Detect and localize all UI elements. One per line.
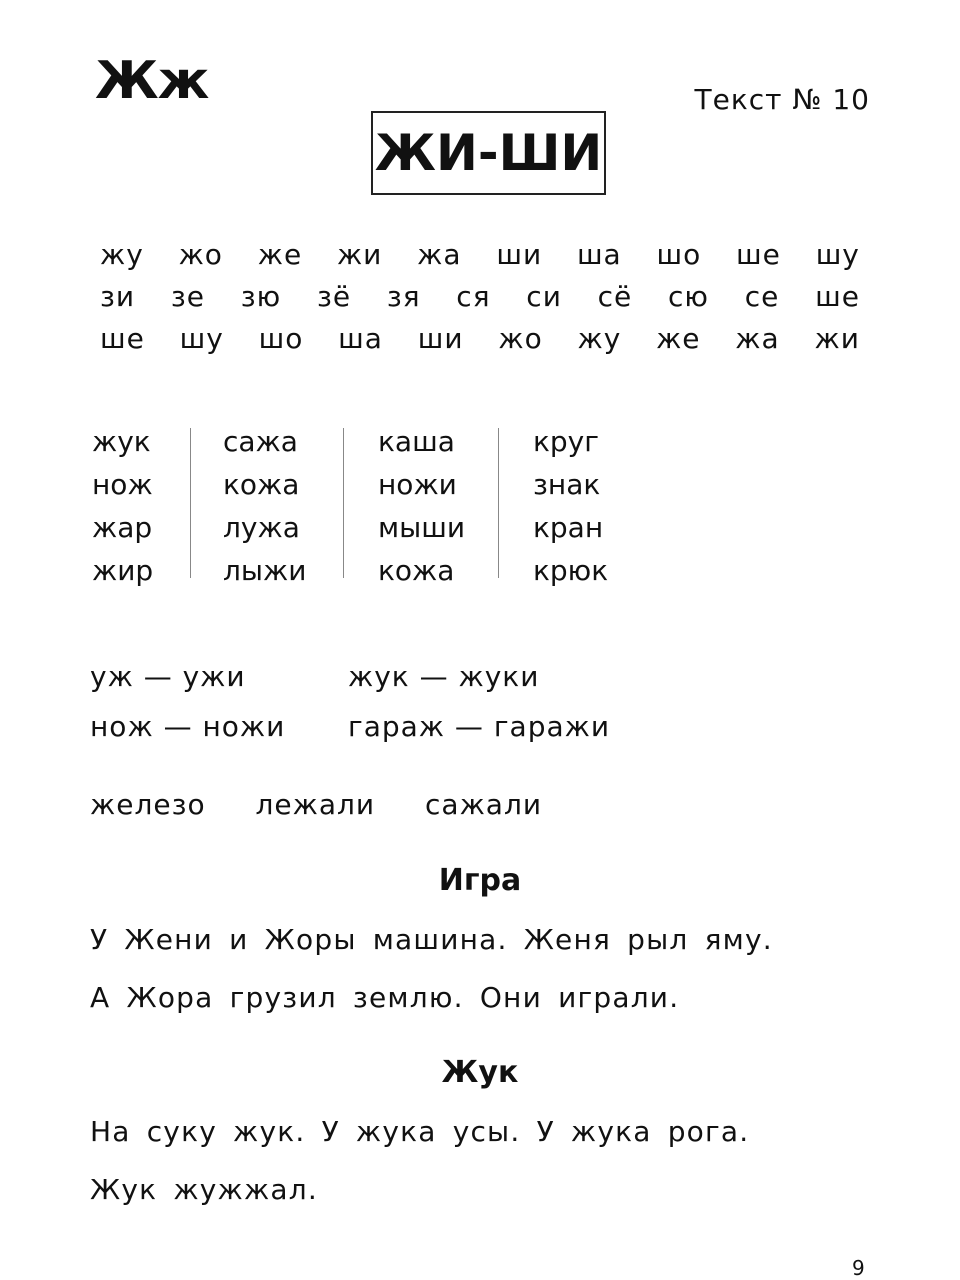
syllable: же [656, 322, 701, 355]
word: сажа [223, 425, 298, 458]
word-pair: жук — жуки [348, 660, 540, 693]
word-column [499, 420, 663, 590]
syllable: жа [417, 238, 462, 271]
syllable: зи [100, 280, 136, 313]
word: сажали [425, 788, 543, 821]
syllable: зя [386, 280, 421, 313]
page-number: 9 [852, 1256, 865, 1280]
word-columns [92, 420, 663, 590]
word: кран [533, 511, 604, 544]
word-column [191, 420, 343, 590]
word: каша [378, 425, 455, 458]
pair-row [90, 652, 610, 702]
syllable: ша [576, 238, 622, 271]
syllable: сё [597, 280, 633, 313]
syllable-row [100, 234, 860, 276]
syllable: жа [735, 322, 780, 355]
syllable-table [100, 234, 860, 360]
syllable: же [257, 238, 303, 271]
word: круг [533, 425, 599, 458]
word-column [344, 420, 498, 590]
syllable: ша [338, 322, 383, 355]
word-pair: гараж — гаражи [348, 710, 611, 743]
story-line: Жук жужжал. [90, 1173, 318, 1206]
story-title: Жук [441, 1055, 519, 1090]
syllable-row [100, 276, 860, 318]
syllable: ше [815, 280, 860, 313]
syllable-row [100, 318, 860, 360]
syllable: ше [100, 322, 145, 355]
word: нож [92, 468, 153, 501]
word: кожа [223, 468, 300, 501]
topic-box [371, 111, 606, 195]
word: ножи [378, 468, 457, 501]
word-pair: уж — ужи [90, 660, 246, 693]
syllable: ся [456, 280, 491, 313]
word-column [92, 420, 190, 590]
word: лежали [255, 788, 376, 821]
word: жук [92, 425, 151, 458]
syllable: сю [668, 280, 709, 313]
syllable: ши [417, 322, 464, 355]
word: мыши [378, 511, 466, 544]
syllable: шо [258, 322, 304, 355]
word: кожа [378, 554, 455, 587]
word: железо [90, 788, 206, 821]
word: лужа [223, 511, 300, 544]
syllable: зё [316, 280, 352, 313]
story-line: На суку жук. У жука усы. У жука рога. [90, 1115, 750, 1148]
syllable: жи [814, 322, 860, 355]
syllable: жи [336, 238, 383, 271]
word: лыжи [223, 554, 307, 587]
syllable: се [744, 280, 780, 313]
letter-heading: Жж [95, 51, 209, 111]
syllable: зю [240, 280, 282, 313]
word: знак [533, 468, 601, 501]
word-pair: нож — ножи [90, 710, 286, 743]
pair-row [90, 702, 610, 752]
story-title: Игра [438, 863, 522, 898]
syllable: ше [736, 238, 781, 271]
word: жар [92, 511, 153, 544]
long-words-line [90, 783, 582, 827]
syllable: жо [178, 238, 223, 271]
word: крюк [533, 554, 609, 587]
topic-title: ЖИ-ШИ [374, 124, 603, 182]
syllable: шу [815, 238, 860, 271]
text-number: Текст № 10 [694, 83, 870, 116]
syllable: шо [656, 238, 702, 271]
syllable: зе [170, 280, 205, 313]
syllable: жо [498, 322, 543, 355]
syllable: шу [179, 322, 224, 355]
story-line: У Жени и Жоры машина. Женя рыл яму. [90, 923, 773, 956]
syllable: ши [496, 238, 543, 271]
syllable: жу [100, 238, 144, 271]
story-line: А Жора грузил землю. Они играли. [90, 981, 680, 1014]
syllable: си [526, 280, 562, 313]
word-pairs [90, 652, 610, 752]
word: жир [92, 554, 154, 587]
syllable: жу [577, 322, 622, 355]
